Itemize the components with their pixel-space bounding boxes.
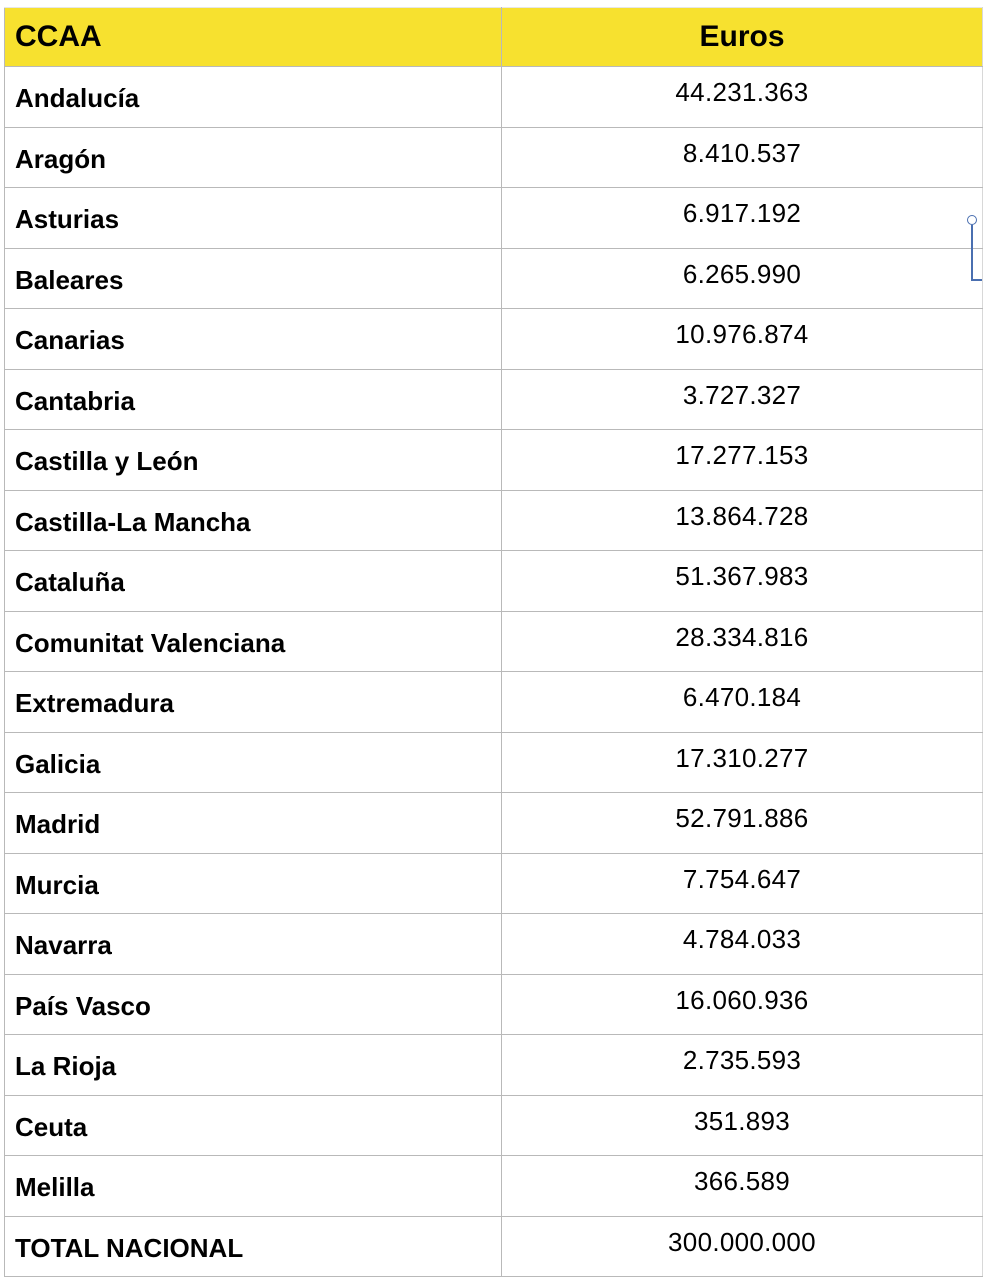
table-row: [5, 611, 983, 672]
cell-amount[interactable]: 6.265.990: [502, 248, 983, 309]
cell-amount[interactable]: 6.470.184: [502, 672, 983, 733]
table-row: [5, 914, 983, 975]
cell-amount[interactable]: 52.791.886: [502, 793, 983, 854]
cell-region[interactable]: País Vasco: [5, 974, 502, 1035]
cell-region[interactable]: Navarra: [5, 914, 502, 975]
cell-amount[interactable]: 16.060.936: [502, 974, 983, 1035]
table-row: [5, 369, 983, 430]
cell-amount[interactable]: 13.864.728: [502, 490, 983, 551]
cell-region[interactable]: Castilla-La Mancha: [5, 490, 502, 551]
table-body: [5, 67, 983, 1277]
cell-region[interactable]: Asturias: [5, 188, 502, 249]
table-row: [5, 551, 983, 612]
column-header-euros[interactable]: Euros: [502, 8, 983, 67]
column-header-ccaa[interactable]: CCAA: [5, 8, 502, 67]
cell-region[interactable]: Baleares: [5, 248, 502, 309]
total-row: [5, 1216, 983, 1277]
regional-funding-table: [4, 7, 983, 1277]
cell-amount[interactable]: 7.754.647: [502, 853, 983, 914]
cell-amount[interactable]: 351.893: [502, 1095, 983, 1156]
table-row: [5, 67, 983, 128]
cell-amount[interactable]: 17.310.277: [502, 732, 983, 793]
cell-total-amount[interactable]: 300.000.000: [502, 1216, 983, 1277]
table-row: [5, 793, 983, 854]
table-row: [5, 672, 983, 733]
cell-region[interactable]: Ceuta: [5, 1095, 502, 1156]
cell-region[interactable]: Madrid: [5, 793, 502, 854]
table-row: [5, 1095, 983, 1156]
table-row: [5, 309, 983, 370]
cell-amount[interactable]: 28.334.816: [502, 611, 983, 672]
table-row: [5, 1035, 983, 1096]
cell-region[interactable]: Cantabria: [5, 369, 502, 430]
cell-region[interactable]: La Rioja: [5, 1035, 502, 1096]
table-row: [5, 430, 983, 491]
cell-region[interactable]: Castilla y León: [5, 430, 502, 491]
selection-handle-icon[interactable]: [967, 215, 977, 225]
cell-amount[interactable]: 4.784.033: [502, 914, 983, 975]
table-row: [5, 188, 983, 249]
cell-region[interactable]: Andalucía: [5, 67, 502, 128]
cell-region[interactable]: Aragón: [5, 127, 502, 188]
table-row: [5, 974, 983, 1035]
cell-region[interactable]: Extremadura: [5, 672, 502, 733]
selection-edge-line: [971, 225, 973, 281]
cell-region[interactable]: Melilla: [5, 1156, 502, 1217]
table-row: [5, 490, 983, 551]
cell-region[interactable]: Comunitat Valenciana: [5, 611, 502, 672]
cell-amount[interactable]: 6.917.192: [502, 188, 983, 249]
cell-amount[interactable]: 17.277.153: [502, 430, 983, 491]
spreadsheet-table-container: [4, 7, 982, 1263]
cell-amount[interactable]: 44.231.363: [502, 67, 983, 128]
cell-region[interactable]: Murcia: [5, 853, 502, 914]
selection-edge-foot: [971, 279, 982, 281]
cell-amount[interactable]: 3.727.327: [502, 369, 983, 430]
table-row: [5, 1156, 983, 1217]
table-row: [5, 853, 983, 914]
cell-region[interactable]: Galicia: [5, 732, 502, 793]
cell-amount[interactable]: 51.367.983: [502, 551, 983, 612]
cell-amount[interactable]: 2.735.593: [502, 1035, 983, 1096]
cell-amount[interactable]: 10.976.874: [502, 309, 983, 370]
cell-amount[interactable]: 366.589: [502, 1156, 983, 1217]
cell-amount[interactable]: 8.410.537: [502, 127, 983, 188]
table-row: [5, 127, 983, 188]
cell-total-label[interactable]: TOTAL NACIONAL: [5, 1216, 502, 1277]
table-row: [5, 732, 983, 793]
cell-region[interactable]: Cataluña: [5, 551, 502, 612]
cell-region[interactable]: Canarias: [5, 309, 502, 370]
table-row: [5, 248, 983, 309]
header-row: [5, 8, 983, 67]
